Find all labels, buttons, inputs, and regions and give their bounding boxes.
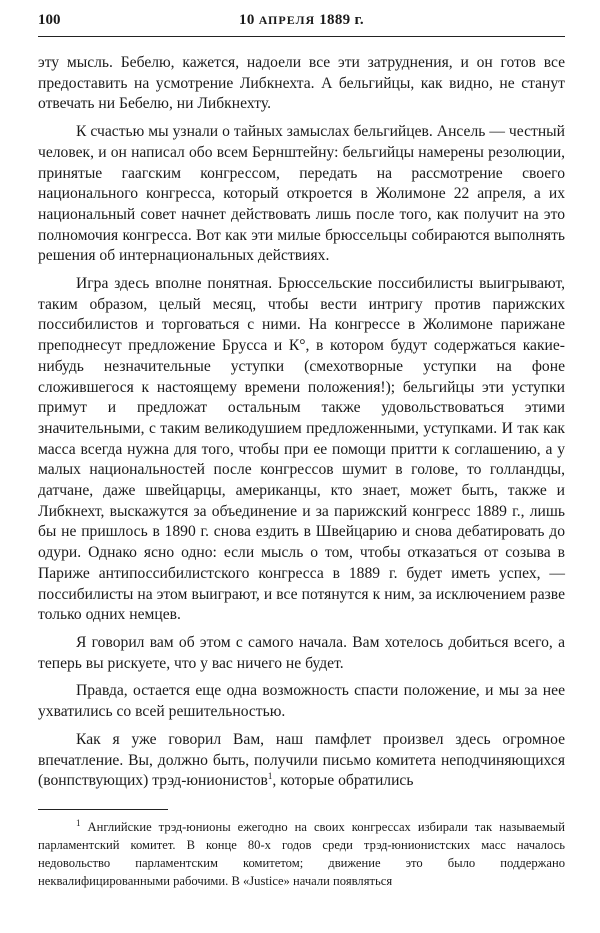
footnote-ref: 1 (267, 771, 273, 782)
paragraph-6-text: Как я уже говорил Вам, наш памфлет произвел здесь огромное впечатление. Вы, должно быть, получили письмо комитета неподчиняющихся (вонпствующих) трэд-юнионистов (38, 730, 565, 790)
running-header (38, 12, 565, 36)
footnote-rule (38, 809, 168, 810)
paragraph-3: Игра здесь вполне понятная. Брюссельские поссибилисты выигрывают, таким образом, целый месяц, чтобы вести интригу против парижских поссибилистов и торговаться с ними. На конгрессе в Жолимоне парижане преподнесут предложение Брусса и К°, в котором будут содержаться какие-нибудь незначительные уступки (смехотворные уступки на фоне сложившегося к настоящему времени положения!); бельгийцы эти уступки примут и предложат остальным также удовольствоваться этими значительными, с таким великодушием предложенными, уступками. И так как масса всегда нужна для того, чтобы при ее помощи притти к соглашению, а у малых национальностей после конгрессов шумит в голове, то голландцы, датчане, даже швейцарцы, американцы, кто знает, может быть, также и Либкнехт, выскажутся за объединение и за парижский конгресс 1889 г., лишь бы не пришлось в 1890 г. снова ездить в Швейцарию и снова дебатировать до одури. Однако ясно одно: если мысль о том, чтобы отказаться от созыва в Париже антипоссибилистского конгресса в 1889 г. будет иметь успех, — поссибилисты на этом выиграют, и все потянутся к ним, за исключением разве только одних немцев. (38, 275, 565, 624)
footnote-text: Английские трэд-юнионы ежегодно на своих конгрессах избирали так называемый парламентский комитет. В конце 80-х годов среди трэд-юнионистских масс началось недовольство парламентским комитетом; движение это было поддержано неквалифицированными рабочими. В «Justice» начали появляться (38, 820, 565, 888)
header-rule (38, 36, 565, 37)
paragraph-4: Я говорил вам об этом с самого начала. Вам хотелось добиться всего, а теперь вы рискуете, что у вас ничего не будет. (38, 633, 565, 672)
header-day: 10 (239, 12, 255, 28)
header-date (38, 12, 565, 29)
paragraph-1: эту мысль. Бебелю, кажется, надоели все эти затруднения, и он готов все предоставить на усмотрение Либкнехта. А бельгийцы, как видно, не станут отвечать ни Бебелю, ни Либкнехту. (38, 54, 565, 113)
page-number: 100 (38, 12, 61, 28)
footnote-mark: 1 (76, 817, 81, 828)
paragraph-6-tail: , которые обратились (272, 772, 414, 790)
header-year: 1889 г. (319, 12, 364, 28)
paragraph-6 (38, 730, 565, 792)
main-text (38, 53, 565, 799)
paragraph-5: Правда, остается еще одна возможность спасти положение, и мы за нее ухватились со всей решительностью. (38, 682, 565, 721)
document-page (38, 12, 565, 888)
paragraph-2: К счастью мы узнали о тайных замыслах бельгийцев. Ансель — честный человек, и он написал обо всем Бернштейну: бельгийцы намерены резолюции, принятые гаагским конгрессом, передать на рассмотрение своего национального конгресса, который откроется в Жолимоне 22 апреля, а их национальный совет начнет действовать лишь после того, как получит на это полномочия конгресса. Вот как эти милые брюссельцы собираются выполнять решения об интернациональных действиях. (38, 123, 565, 265)
header-month: АПРЕЛЯ (258, 13, 316, 27)
footnote (38, 818, 565, 890)
